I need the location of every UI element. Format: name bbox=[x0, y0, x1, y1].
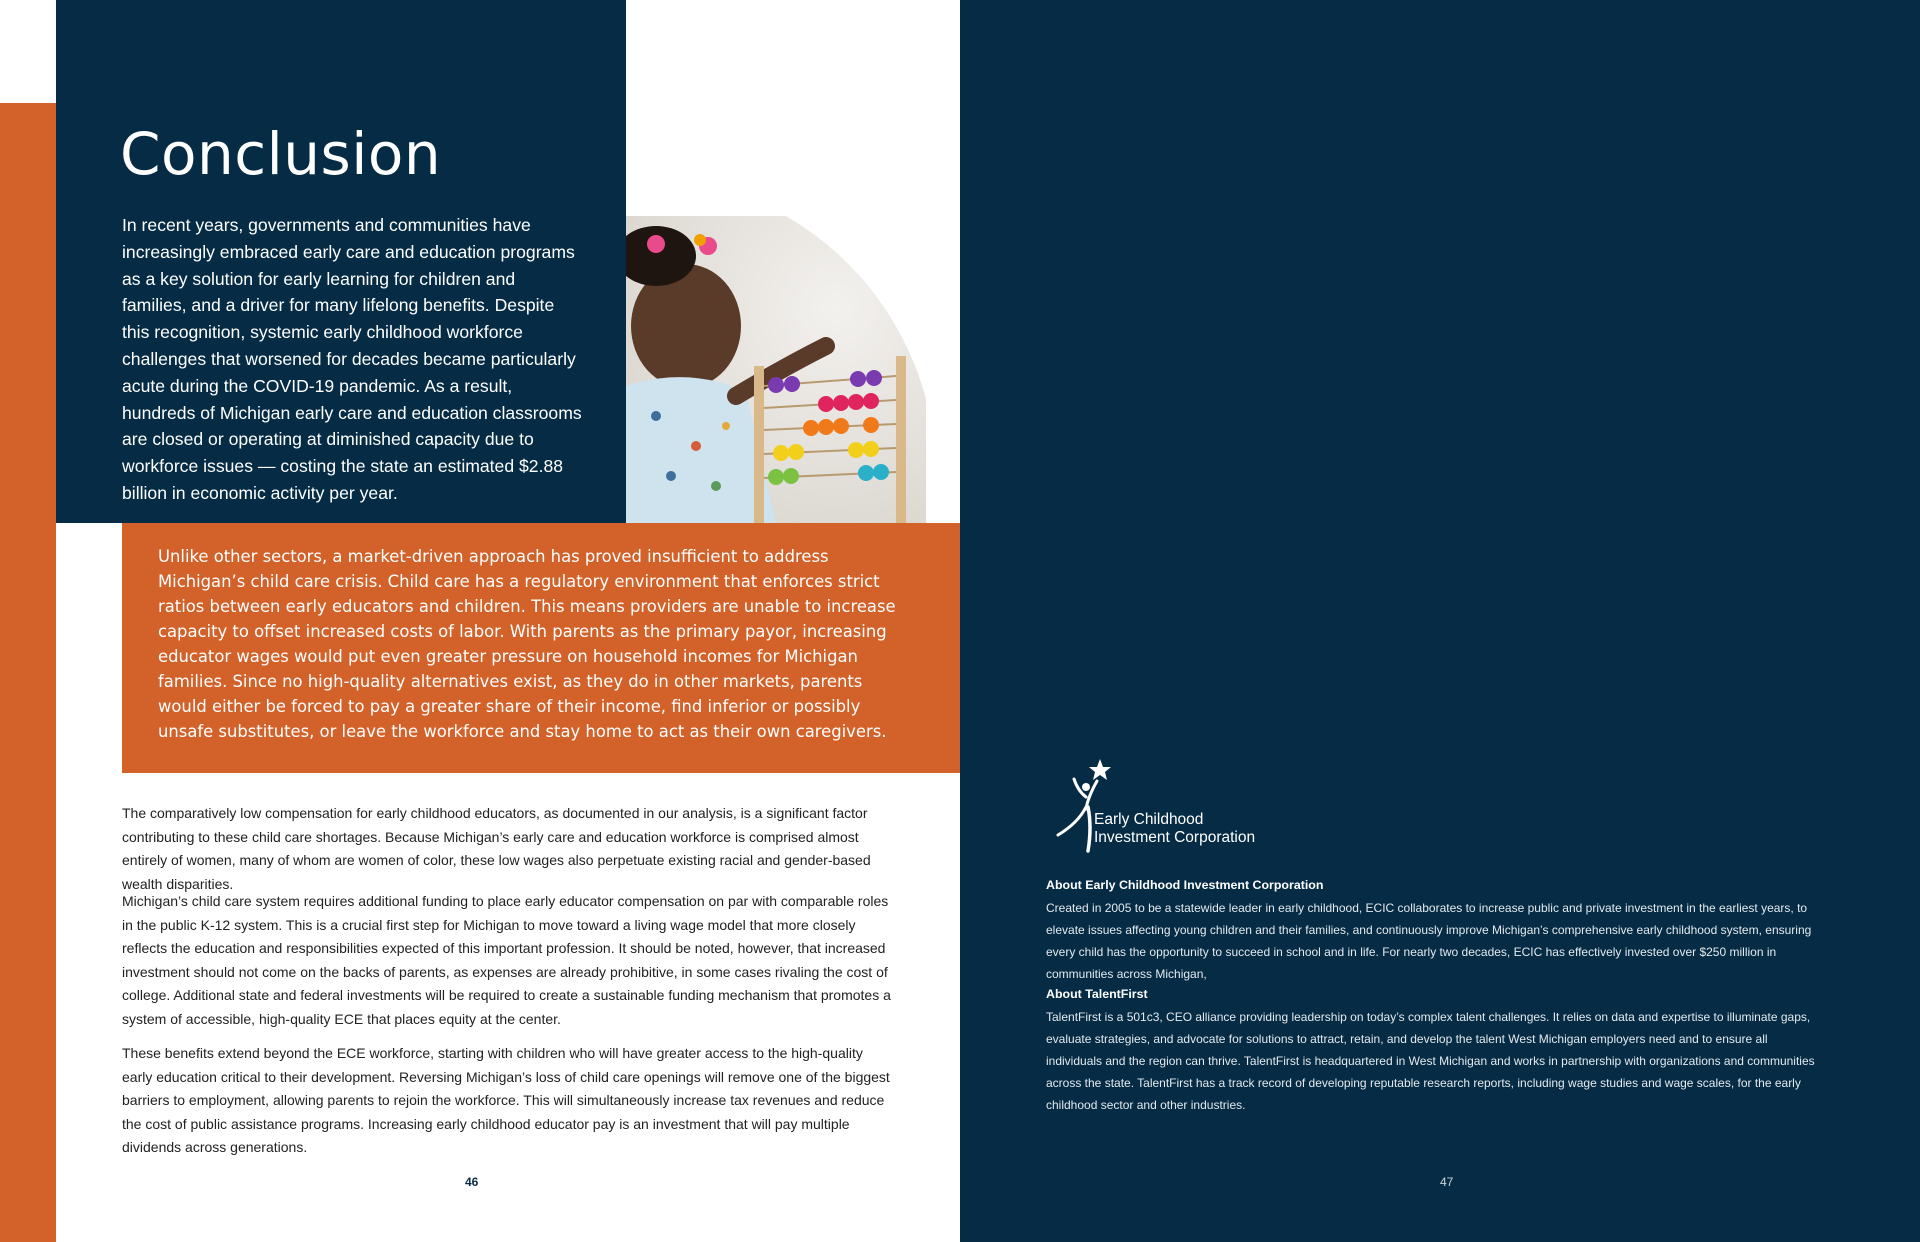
child-with-abacus-photo bbox=[626, 216, 926, 523]
logo-text-line2: Investment Corporation bbox=[1094, 829, 1256, 846]
page-number-left: 46 bbox=[465, 1175, 479, 1189]
body-paragraph: The comparatively low compensation for early childhood educators, as documented in our analysis, is a significant factor contributing to these child care shortages. Because Michigan’s early care and education workforce is comprised almost entirely of women, many of whom are women of color, these low wages also perpetuate existing racial and gender-based wealth disparities. bbox=[122, 805, 871, 892]
about-ecic-body: Created in 2005 to be a statewide leader in early childhood, ECIC collaborates to increase public and private investment in the earliest years, to elevate issues affecting young children and their families, and continuously improve Michigan’s comprehensive early childhood system, ensuring every child has the opportunity to succeed in school and in life. For nearly two decades, ECIC has effectively invested over $250 million in communities across Michigan, bbox=[1046, 901, 1812, 981]
callout-text: Unlike other sectors, a market-driven approach has proved insufficient to address Michigan’s child care crisis. Child care has a regulatory environment that enforces strict ratios between early educators and children. This means providers are unable to increase capacity to offset increased costs of labor. With parents as the primary payor, increasing educator wages would put even greater pressure on household incomes for Michigan families. Since no high-quality alternatives exist, as they do in other markets, parents would either be forced to pay a greater share of their income, find inferior or possibly unsafe substitutes, or leave the workforce and stay home to act as their own caregivers. bbox=[158, 547, 896, 741]
page-title: Conclusion bbox=[120, 120, 442, 188]
page-number-right: 47 bbox=[1440, 1175, 1454, 1189]
logo-text-line1: Early Childhood bbox=[1094, 811, 1204, 828]
about-talentfirst-body: TalentFirst is a 501c3, CEO alliance providing leadership on today’s complex talent challenges. It relies on data and expertise to illuminate gaps, evaluate strategies, and advocate for solutions to attract, retain, and develop the talent West Michigan employers need and to ensure all individuals and the region can thrive. TalentFirst is headquartered in West Michigan and works in partnership with organizations and communities across the state. TalentFirst has a track record of developing reputable research reports, including wage studies and wage scales, for the early childhood sector and other industries. bbox=[1046, 1010, 1815, 1112]
body-paragraph: These benefits extend beyond the ECE workforce, starting with children who will have greater access to the high-quality early education critical to their development. Reversing Michigan’s loss of child care openings will remove one of the biggest barriers to employment, allowing parents to rejoin the workforce. This will simultaneously increase tax revenues and reduce the cost of public assistance programs. Increasing early childhood educator pay is an investment that will pay multiple dividends across generations. bbox=[122, 1045, 890, 1156]
body-paragraph: Michigan’s child care system requires additional funding to place early educator compensation on par with comparable roles in the public K-12 system. This is a crucial first step for Michigan to move toward a living wage model that more closely reflects the education and responsibilities expected of this important profession. It should be noted, however, that increased investment should not come on the backs of parents, as expenses are already prohibitive, in some cases rivaling the cost of college. Additional state and federal investments will be required to create a sustainable funding mechanism that promotes a system of accessible, high-quality ECE that places equity at the center. bbox=[122, 893, 891, 1027]
about-talentfirst-heading: About TalentFirst bbox=[1046, 987, 1148, 1001]
left-orange-stripe bbox=[0, 103, 56, 1242]
intro-paragraph: In recent years, governments and communities have increasingly embraced early care and education programs as a key solution for early learning for children and families, and a driver for many lifelong benefits. Despite this recognition, systemic early childhood workforce challenges that worsened for decades became particularly acute during the COVID-19 pandemic. As a result, hundreds of Michigan early care and education classrooms are closed or operating at diminished capacity due to workforce issues — costing the state an estimated $2.88 billion in economic activity per year. bbox=[122, 215, 582, 503]
about-ecic-heading: About Early Childhood Investment Corporation bbox=[1046, 878, 1324, 892]
logo-wordmark bbox=[1094, 811, 1255, 847]
